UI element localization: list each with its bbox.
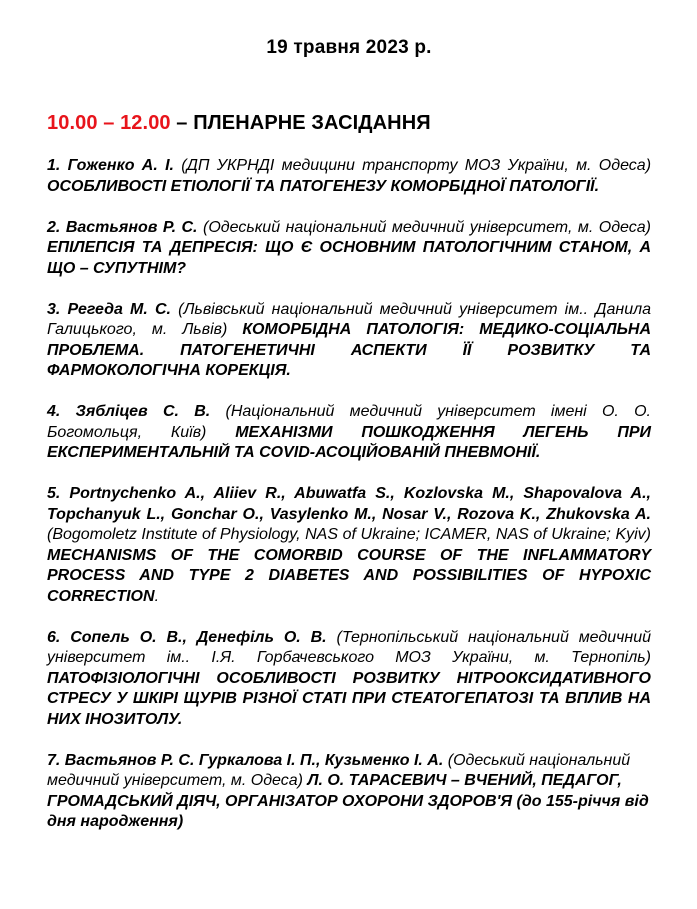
report-number: 7. xyxy=(47,751,61,769)
report-tail: . xyxy=(154,587,160,605)
report-number: 6. xyxy=(47,628,61,646)
report-item-1 xyxy=(47,156,651,197)
report-authors: Гоженко А. І. xyxy=(67,157,174,174)
report-title: ЕПІЛЕПСІЯ ТА ДЕПРЕСІЯ: ЩО Є ОСНОВНИМ ПАТОЛОГІЧНИМ СТАНОМ, А ЩО – СУПУТНІМ? xyxy=(47,239,651,277)
report-authors: Portnychenko A., Aliiev R., Abuwatfa S., Kozlovska M., Shapovalova A., Topchanyuk L., Gonchar O., Vasylenko M., Nosar V., Rozova K., Zhukovska A. xyxy=(47,485,652,523)
report-title: МЕХАНІЗМИ ПОШКОДЖЕННЯ ЛЕГЕНЬ ПРИ ЕКСПЕРИМЕНТАЛЬНІЙ ТА COVID-АСОЦІЙОВАНІЙ ПНЕВМОНІЇ. xyxy=(47,423,651,461)
session-heading xyxy=(47,112,651,135)
report-number: 5. xyxy=(47,485,61,502)
report-title: MECHANISMS OF THE COMORBID COURSE OF THE INFLAMMATORY PROCESS AND TYPE 2 DIABETES AND POSSIBILITIES OF HYPOXIC CORRECTION xyxy=(47,546,651,605)
session-title: ПЛЕНАРНЕ ЗАСІДАННЯ xyxy=(193,112,431,134)
report-affiliation: (Національний медичний університет імені О. О. Богомольця, Київ) xyxy=(47,403,652,441)
session-separator: – xyxy=(170,112,194,134)
report-title: Л. О. ТАРАСЕВИЧ – ВЧЕНИЙ, ПЕДАГОГ, ГРОМАДСЬКИЙ ДІЯЧ, ОРГАНІЗАТОР ОХОРОНИ ЗДОРОВ'Я xyxy=(47,772,622,810)
report-affiliation: (Bogomoletz Institute of Physiology, NAS of Ukraine; ICAMER, NAS of Ukraine; Kyiv) xyxy=(47,526,651,543)
report-list xyxy=(47,156,651,853)
report-title: ОСОБЛИВОСТІ ЕТІОЛОГІЇ ТА ПАТОГЕНЕЗУ КОМОРБІДНОЇ ПАТОЛОГІЇ. xyxy=(47,177,600,195)
report-item-4 xyxy=(47,402,651,464)
report-number: 2. xyxy=(47,218,61,236)
report-item-3 xyxy=(47,300,651,382)
report-authors: Вастьянов Р. С. Гуркалова І. П., Кузьменко І. А. xyxy=(64,751,444,769)
report-authors: Регеда М. С. xyxy=(67,300,171,318)
report-affiliation: (Львівський національний медичний університет ім.. Данила Галицького, м. Львів) xyxy=(47,300,652,338)
report-item-2 xyxy=(47,218,651,280)
report-affiliation: (ДП УКРНДІ медицини транспорту МОЗ України, м. Одеса) xyxy=(181,157,652,174)
report-title: ПАТОФІЗІОЛОГІЧНІ ОСОБЛИВОСТІ РОЗВИТКУ НІТРООКСИДАТИВНОГО СТРЕСУ У ШКІРІ ЩУРІВ РІЗНОЇ СТАТІ ПРИ СТЕАТОГЕПАТОЗІ ТА ВПЛИВ НА НИХ ІНОЗИТОЛУ. xyxy=(47,669,651,728)
report-item-6 xyxy=(47,628,651,731)
report-authors: Зябліцев С. В. xyxy=(75,403,211,420)
report-affiliation: (Одеський національний медичний університет, м. Одеса) xyxy=(47,751,631,789)
report-number: 1. xyxy=(47,157,61,174)
report-affiliation: (Одеський національний медичний університет, м. Одеса) xyxy=(202,218,651,236)
program-date: 19 травня 2023 р. xyxy=(266,37,432,58)
report-tail: (до 155-річчя від дня народження) xyxy=(47,792,649,830)
report-affiliation: (Тернопільський національний медичний університет ім.. І.Я. Горбачевського МОЗ України, м. Тернопіль) xyxy=(47,628,652,666)
report-authors: Вастьянов Р. С. xyxy=(65,218,198,236)
report-authors: Сопель О. В., Денефіль О. В. xyxy=(70,628,327,646)
report-item-7 xyxy=(47,751,651,833)
report-number: 4. xyxy=(47,403,61,420)
session-time: 10.00 – 12.00 xyxy=(47,112,171,134)
report-title: КОМОРБІДНА ПАТОЛОГІЯ: МЕДИКО-СОЦІАЛЬНА ПРОБЛЕМА. ПАТОГЕНЕТИЧНІ АСПЕКТИ ЇЇ РОЗВИТКУ ТА ФАРМОКОЛОГІЧНА КОРЕКЦІЯ. xyxy=(47,321,652,379)
report-number: 3. xyxy=(47,300,61,318)
report-item-5 xyxy=(47,484,651,607)
